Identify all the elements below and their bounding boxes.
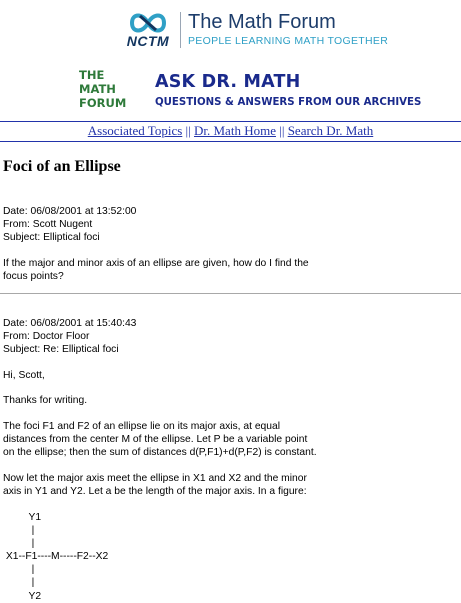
answer-line: on the ellipse; then the sum of distances d(P,F1)+d(P,F2) is constant.: [3, 446, 317, 458]
answer-paragraph-1: [3, 421, 317, 459]
answer-subject: Subject: Re: Elliptical foci: [3, 343, 119, 355]
question-from: From: Scott Nugent: [3, 218, 93, 230]
logo-line-2: MATH: [79, 82, 116, 96]
answer-from: From: Doctor Floor: [3, 330, 90, 342]
math-forum-title[interactable]: The Math Forum: [188, 11, 336, 33]
question-date: Date: 06/08/2001 at 13:52:00: [3, 206, 137, 217]
nav-bottom-rule: [0, 141, 461, 142]
nctm-logo[interactable]: [122, 10, 174, 50]
message-divider: [0, 293, 461, 294]
answer-line: axis in Y1 and Y2. Let a be the length of the major axis. In a figure:: [3, 485, 307, 497]
nctm-logo-text: NCTM: [126, 33, 170, 49]
answer-header: [3, 318, 136, 356]
answer-greeting: [3, 370, 45, 383]
greeting-text: Hi, Scott,: [3, 370, 45, 381]
the-math-forum-logo[interactable]: [79, 68, 141, 110]
ellipse-axes-figure: Y1 | | X1--F1----M-----F2--X2 | | Y2: [5, 512, 109, 602]
page-title: Foci of an Ellipse: [3, 158, 121, 175]
ask-dr-math-banner: [0, 66, 461, 116]
answer-line: The foci F1 and F2 of an ellipse lie on its major axis, at equal: [3, 421, 281, 432]
nav-separator: ||: [182, 123, 194, 138]
nav-link-dr-math-home[interactable]: Dr. Math Home: [194, 123, 276, 138]
question-line: focus points?: [3, 270, 64, 282]
answer-line: distances from the center M of the ellipse. Let P be a variable point: [3, 433, 308, 445]
nav-top-rule: [0, 121, 461, 122]
answer-date: Date: 06/08/2001 at 15:40:43: [3, 318, 137, 329]
nav-bar: [0, 123, 461, 139]
logo-line-3: FORUM: [79, 96, 127, 110]
logo-line-1: THE: [79, 68, 105, 82]
ask-dr-math-title[interactable]: ASK DR. MATH: [155, 72, 301, 92]
nav-link-associated-topics[interactable]: Associated Topics: [87, 123, 183, 138]
question-subject: Subject: Elliptical foci: [3, 231, 100, 243]
banner-divider: [180, 12, 181, 48]
nav-link-search-dr-math[interactable]: Search Dr. Math: [287, 123, 374, 138]
ask-dr-math-subtitle: QUESTIONS & ANSWERS FROM OUR ARCHIVES: [155, 97, 422, 108]
question-header: [3, 206, 136, 244]
answer-paragraph-2: [3, 473, 307, 499]
nav-separator: ||: [275, 123, 288, 138]
answer-thanks: [3, 395, 87, 408]
math-forum-tagline: PEOPLE LEARNING MATH TOGETHER: [188, 35, 389, 47]
math-forum-banner: [0, 0, 461, 62]
answer-line: Now let the major axis meet the ellipse in X1 and X2 and the minor: [3, 473, 307, 484]
thanks-text: Thanks for writing.: [3, 395, 88, 406]
question-line: If the major and minor axis of an ellipse are given, how do I find the: [3, 258, 309, 269]
question-body: [3, 258, 309, 284]
